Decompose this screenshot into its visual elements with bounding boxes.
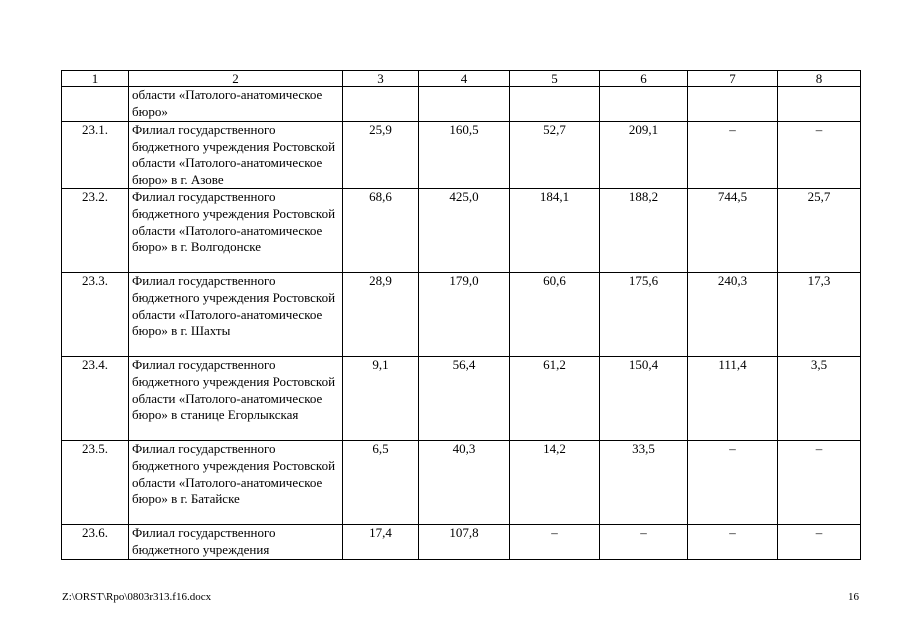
header-cell: 4: [419, 71, 510, 87]
value-cell: 25,9: [343, 122, 419, 189]
header-cell: 8: [778, 71, 861, 87]
value-cell: 40,3: [419, 441, 510, 525]
value-cell: –: [778, 441, 861, 525]
value-cell: 184,1: [510, 189, 600, 273]
value-cell: 25,7: [778, 189, 861, 273]
value-cell: 425,0: [419, 189, 510, 273]
header-cell: 3: [343, 71, 419, 87]
value-cell: 175,6: [600, 273, 688, 357]
row-number-cell: 23.3.: [62, 273, 129, 357]
value-cell: 17,3: [778, 273, 861, 357]
row-number-cell: 23.4.: [62, 357, 129, 441]
value-cell: [688, 87, 778, 122]
value-cell: 33,5: [600, 441, 688, 525]
header-cell: 1: [62, 71, 129, 87]
value-cell: 188,2: [600, 189, 688, 273]
row-name-cell: Филиал государственного бюджетного учреждения Ростовской области «Патолого-анатомическое бюро» в г. Волгодонске: [129, 189, 343, 273]
table-row: [62, 189, 861, 273]
row-name-cell: Филиал государственного бюджетного учреждения Ростовской области «Патолого-анатомическое бюро» в г. Батайске: [129, 441, 343, 525]
value-cell: 68,6: [343, 189, 419, 273]
value-cell: 17,4: [343, 525, 419, 560]
value-cell: [600, 87, 688, 122]
value-cell: 3,5: [778, 357, 861, 441]
table-row: [62, 87, 861, 122]
value-cell: –: [778, 122, 861, 189]
footer-page-number: 16: [848, 591, 859, 603]
value-cell: –: [688, 441, 778, 525]
row-name-cell: Филиал государственного бюджетного учреждения Ростовской области «Патолого-анатомическое бюро» в г. Азове: [129, 122, 343, 189]
value-cell: 240,3: [688, 273, 778, 357]
header-cell: 7: [688, 71, 778, 87]
table-row: [62, 525, 861, 560]
value-cell: –: [688, 525, 778, 560]
value-cell: [778, 87, 861, 122]
value-cell: –: [510, 525, 600, 560]
table-row: [62, 273, 861, 357]
value-cell: 150,4: [600, 357, 688, 441]
table-row: [62, 122, 861, 189]
table-row: [62, 441, 861, 525]
value-cell: [510, 87, 600, 122]
row-number-cell: 23.6.: [62, 525, 129, 560]
row-number-cell: [62, 87, 129, 122]
header-cell: 2: [129, 71, 343, 87]
value-cell: 209,1: [600, 122, 688, 189]
value-cell: 52,7: [510, 122, 600, 189]
header-cell: 5: [510, 71, 600, 87]
footer-file-path: Z:\ORST\Rpo\0803r313.f16.docx: [62, 591, 212, 603]
value-cell: –: [778, 525, 861, 560]
value-cell: 9,1: [343, 357, 419, 441]
value-cell: 107,8: [419, 525, 510, 560]
table-row: [62, 357, 861, 441]
value-cell: 60,6: [510, 273, 600, 357]
table-header-row: [62, 71, 861, 87]
value-cell: 179,0: [419, 273, 510, 357]
value-cell: 28,9: [343, 273, 419, 357]
row-name-cell: Филиал государственного бюджетного учреждения: [129, 525, 343, 560]
value-cell: 14,2: [510, 441, 600, 525]
value-cell: 61,2: [510, 357, 600, 441]
row-name-cell: Филиал государственного бюджетного учреждения Ростовской области «Патолого-анатомическое бюро» в станице Егорлыкская: [129, 357, 343, 441]
value-cell: [343, 87, 419, 122]
row-number-cell: 23.2.: [62, 189, 129, 273]
value-cell: 6,5: [343, 441, 419, 525]
value-cell: [419, 87, 510, 122]
row-number-cell: 23.1.: [62, 122, 129, 189]
header-cell: 6: [600, 71, 688, 87]
row-name-cell: области «Патолого-анатомическое бюро»: [129, 87, 343, 122]
value-cell: 56,4: [419, 357, 510, 441]
value-cell: 744,5: [688, 189, 778, 273]
row-number-cell: 23.5.: [62, 441, 129, 525]
value-cell: –: [688, 122, 778, 189]
data-table: [61, 70, 861, 560]
value-cell: 160,5: [419, 122, 510, 189]
value-cell: 111,4: [688, 357, 778, 441]
row-name-cell: Филиал государственного бюджетного учреждения Ростовской области «Патолого-анатомическое бюро» в г. Шахты: [129, 273, 343, 357]
value-cell: –: [600, 525, 688, 560]
